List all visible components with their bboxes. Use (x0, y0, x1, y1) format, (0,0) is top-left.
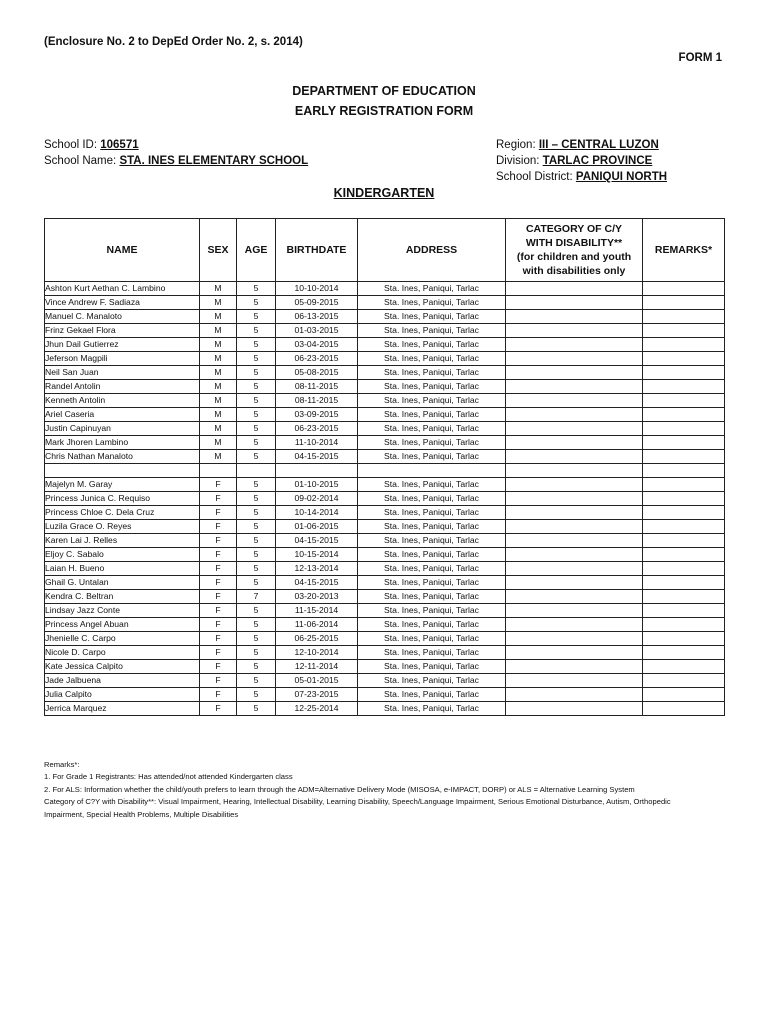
sex-cell: F (200, 534, 237, 548)
school-id-label: School ID: (44, 139, 101, 151)
birthdate-cell: 10-14-2014 (276, 506, 358, 520)
address-cell: Sta. Ines, Paniqui, Tarlac (358, 380, 506, 394)
table-row (45, 660, 725, 674)
col-header-birthdate: BIRTHDATE (276, 219, 358, 282)
remarks-cell (643, 562, 725, 576)
remarks-cell (643, 702, 725, 716)
address-cell: Sta. Ines, Paniqui, Tarlac (358, 660, 506, 674)
birthdate-cell: 03-09-2015 (276, 408, 358, 422)
student-name-cell: Vince Andrew F. Sadiaza (45, 296, 200, 310)
category-cell (506, 618, 643, 632)
table-row (45, 632, 725, 646)
category-cell (506, 296, 643, 310)
student-name-cell: Nicole D. Carpo (45, 646, 200, 660)
category-cell (506, 338, 643, 352)
empty-cell (45, 464, 200, 478)
remarks-cell (643, 506, 725, 520)
remarks-cell (643, 548, 725, 562)
remarks-cell (643, 296, 725, 310)
table-row (45, 646, 725, 660)
sex-cell: M (200, 450, 237, 464)
age-cell: 5 (237, 702, 276, 716)
age-cell: 5 (237, 394, 276, 408)
table-row (45, 352, 725, 366)
address-cell: Sta. Ines, Paniqui, Tarlac (358, 688, 506, 702)
category-cell (506, 548, 643, 562)
category-cell (506, 310, 643, 324)
age-cell: 5 (237, 604, 276, 618)
disability-category-note: Category of C?Y with Disability**: Visual Impairment, Hearing, Intellectual Disability, Learning Disability, Speech/Language Impairment, Serious Emotional Disturbance, Autism, Orthopedic Impairment, Special Health Problems, Multiple Disabilities (44, 797, 671, 819)
remarks-cell (643, 688, 725, 702)
address-cell: Sta. Ines, Paniqui, Tarlac (358, 352, 506, 366)
remarks-cell (643, 324, 725, 338)
header-row (45, 219, 725, 282)
age-cell: 5 (237, 436, 276, 450)
student-name-cell: Ghail G. Untalan (45, 576, 200, 590)
remarks-section (44, 759, 704, 821)
sex-cell: F (200, 702, 237, 716)
school-id-line (44, 137, 308, 153)
address-cell: Sta. Ines, Paniqui, Tarlac (358, 296, 506, 310)
sex-cell: M (200, 338, 237, 352)
sex-cell: M (200, 394, 237, 408)
age-cell: 5 (237, 310, 276, 324)
category-cell (506, 450, 643, 464)
birthdate-cell: 06-13-2015 (276, 310, 358, 324)
student-name-cell: Jerrica Marquez (45, 702, 200, 716)
school-id-value: 106571 (100, 139, 139, 151)
student-name-cell: Majelyn M. Garay (45, 478, 200, 492)
birthdate-cell: 04-15-2015 (276, 576, 358, 590)
address-cell: Sta. Ines, Paniqui, Tarlac (358, 310, 506, 324)
table-row (45, 380, 725, 394)
sex-cell: M (200, 380, 237, 394)
address-cell: Sta. Ines, Paniqui, Tarlac (358, 702, 506, 716)
sex-cell: M (200, 436, 237, 450)
age-cell: 5 (237, 520, 276, 534)
school-info-right (496, 137, 667, 185)
category-header-line: WITH DISABILITY** (525, 237, 623, 249)
sex-cell: F (200, 590, 237, 604)
age-cell: 5 (237, 422, 276, 436)
student-name-cell: Lindsay Jazz Conte (45, 604, 200, 618)
division-value: TARLAC PROVINCE (542, 155, 653, 167)
table-row (45, 478, 725, 492)
address-cell: Sta. Ines, Paniqui, Tarlac (358, 324, 506, 338)
sex-cell: F (200, 632, 237, 646)
address-cell: Sta. Ines, Paniqui, Tarlac (358, 436, 506, 450)
remarks-line: 1. For Grade 1 Registrants: Has attended/not attended Kindergarten class (44, 772, 293, 782)
remarks-cell (643, 338, 725, 352)
birthdate-cell: 08-11-2015 (276, 394, 358, 408)
form-number: FORM 1 (678, 52, 722, 64)
table-row (45, 492, 725, 506)
table-row (45, 520, 725, 534)
remarks-cell (643, 520, 725, 534)
birthdate-cell: 11-10-2014 (276, 436, 358, 450)
address-cell: Sta. Ines, Paniqui, Tarlac (358, 450, 506, 464)
sex-cell: F (200, 492, 237, 506)
student-name-cell: Ashton Kurt Aethan C. Lambino (45, 282, 200, 296)
sex-cell: M (200, 296, 237, 310)
category-header-line: CATEGORY OF C/Y (525, 223, 623, 235)
age-cell: 5 (237, 618, 276, 632)
birthdate-cell: 10-10-2014 (276, 282, 358, 296)
birthdate-cell: 05-08-2015 (276, 366, 358, 380)
category-cell (506, 506, 643, 520)
remarks-cell (643, 660, 725, 674)
birthdate-cell: 01-06-2015 (276, 520, 358, 534)
table-row (45, 534, 725, 548)
address-cell: Sta. Ines, Paniqui, Tarlac (358, 520, 506, 534)
student-name-cell: Kate Jessica Calpito (45, 660, 200, 674)
student-name-cell: Karen Lai J. Relles (45, 534, 200, 548)
student-name-cell: Ariel Caseria (45, 408, 200, 422)
remarks-cell (643, 478, 725, 492)
table-row (45, 674, 725, 688)
age-cell: 5 (237, 562, 276, 576)
division-label: Division: (496, 155, 543, 167)
sex-cell: F (200, 562, 237, 576)
category-cell (506, 478, 643, 492)
birthdate-cell: 03-04-2015 (276, 338, 358, 352)
age-cell: 5 (237, 674, 276, 688)
age-cell: 5 (237, 688, 276, 702)
age-cell: 7 (237, 590, 276, 604)
address-cell: Sta. Ines, Paniqui, Tarlac (358, 408, 506, 422)
age-cell: 5 (237, 548, 276, 562)
table-row (45, 604, 725, 618)
col-header-address: ADDRESS (358, 219, 506, 282)
birthdate-cell: 10-15-2014 (276, 548, 358, 562)
birthdate-cell: 04-15-2015 (276, 450, 358, 464)
student-name-cell: Jade Jalbuena (45, 674, 200, 688)
empty-cell (200, 464, 237, 478)
category-cell (506, 422, 643, 436)
sex-cell: F (200, 506, 237, 520)
remarks-cell (643, 618, 725, 632)
sex-cell: F (200, 548, 237, 562)
form-title: EARLY REGISTRATION FORM (294, 104, 474, 118)
age-cell: 5 (237, 576, 276, 590)
sex-cell: M (200, 282, 237, 296)
birthdate-cell: 03-20-2013 (276, 590, 358, 604)
address-cell: Sta. Ines, Paniqui, Tarlac (358, 548, 506, 562)
sex-cell: F (200, 674, 237, 688)
table-row (45, 394, 725, 408)
age-cell: 5 (237, 450, 276, 464)
remarks-cell (643, 590, 725, 604)
category-cell (506, 394, 643, 408)
age-cell: 5 (237, 338, 276, 352)
col-header-category (506, 219, 643, 282)
remarks-line: 2. For ALS: Information whether the child/youth prefers to learn through the ADM=Alternative Delivery Mode (MISOSA, e-IMPACT, DORP) or ALS = Alternative Learning System (44, 784, 635, 794)
remarks-cell (643, 576, 725, 590)
category-cell (506, 352, 643, 366)
district-label: School District: (496, 171, 576, 183)
sex-cell: M (200, 352, 237, 366)
address-cell: Sta. Ines, Paniqui, Tarlac (358, 492, 506, 506)
col-header-name: NAME (45, 219, 200, 282)
sex-cell: M (200, 408, 237, 422)
age-cell: 5 (237, 492, 276, 506)
student-name-cell: Princess Junica C. Requiso (45, 492, 200, 506)
age-cell: 5 (237, 366, 276, 380)
remarks-cell (643, 310, 725, 324)
registration-table (44, 218, 725, 716)
empty-cell (506, 464, 643, 478)
school-name-value: STA. INES ELEMENTARY SCHOOL (119, 155, 309, 167)
address-cell: Sta. Ines, Paniqui, Tarlac (358, 618, 506, 632)
age-cell: 5 (237, 408, 276, 422)
region-line (496, 137, 667, 153)
sex-cell: F (200, 618, 237, 632)
table-row (45, 576, 725, 590)
address-cell: Sta. Ines, Paniqui, Tarlac (358, 590, 506, 604)
table-row (45, 450, 725, 464)
age-cell: 5 (237, 380, 276, 394)
student-name-cell: Princess Angel Abuan (45, 618, 200, 632)
sex-cell: F (200, 688, 237, 702)
age-cell: 5 (237, 632, 276, 646)
remarks-cell (643, 450, 725, 464)
address-cell: Sta. Ines, Paniqui, Tarlac (358, 534, 506, 548)
remarks-cell (643, 674, 725, 688)
address-cell: Sta. Ines, Paniqui, Tarlac (358, 422, 506, 436)
student-name-cell: Chris Nathan Manaloto (45, 450, 200, 464)
sex-cell: M (200, 422, 237, 436)
birthdate-cell: 01-10-2015 (276, 478, 358, 492)
remarks-cell (643, 646, 725, 660)
table-row (45, 282, 725, 296)
age-cell: 5 (237, 324, 276, 338)
age-cell: 5 (237, 296, 276, 310)
birthdate-cell: 12-11-2014 (276, 660, 358, 674)
table-row (45, 296, 725, 310)
address-cell: Sta. Ines, Paniqui, Tarlac (358, 338, 506, 352)
sex-cell: F (200, 520, 237, 534)
age-cell: 5 (237, 646, 276, 660)
sex-cell: F (200, 478, 237, 492)
remarks-cell (643, 380, 725, 394)
birthdate-cell: 06-25-2015 (276, 632, 358, 646)
remarks-cell (643, 394, 725, 408)
table-body (45, 282, 725, 716)
address-cell: Sta. Ines, Paniqui, Tarlac (358, 632, 506, 646)
birthdate-cell: 12-10-2014 (276, 646, 358, 660)
table-row (45, 590, 725, 604)
remarks-cell (643, 534, 725, 548)
table-row (45, 324, 725, 338)
student-name-cell: Jhenielle C. Carpo (45, 632, 200, 646)
address-cell: Sta. Ines, Paniqui, Tarlac (358, 282, 506, 296)
table-row (45, 688, 725, 702)
age-cell: 5 (237, 660, 276, 674)
enclosure-note: (Enclosure No. 2 to DepEd Order No. 2, s. 2014) (44, 36, 303, 48)
birthdate-cell: 07-23-2015 (276, 688, 358, 702)
student-name-cell: Laian H. Bueno (45, 562, 200, 576)
student-name-cell: Frinz Gekael Flora (45, 324, 200, 338)
district-line (496, 169, 667, 185)
remarks-cell (643, 422, 725, 436)
birthdate-cell: 04-15-2015 (276, 534, 358, 548)
age-cell: 5 (237, 506, 276, 520)
birthdate-cell: 11-15-2014 (276, 604, 358, 618)
category-cell (506, 590, 643, 604)
empty-cell (237, 464, 276, 478)
remarks-cell (643, 604, 725, 618)
age-cell: 5 (237, 478, 276, 492)
category-cell (506, 646, 643, 660)
remarks-cell (643, 408, 725, 422)
category-cell (506, 520, 643, 534)
separator-row (45, 464, 725, 478)
sex-cell: M (200, 310, 237, 324)
birthdate-cell: 08-11-2015 (276, 380, 358, 394)
age-cell: 5 (237, 534, 276, 548)
school-info-left (44, 137, 308, 169)
sex-cell: F (200, 660, 237, 674)
student-name-cell: Justin Capinuyan (45, 422, 200, 436)
col-header-age: AGE (237, 219, 276, 282)
category-cell (506, 534, 643, 548)
birthdate-cell: 05-01-2015 (276, 674, 358, 688)
table-row (45, 618, 725, 632)
address-cell: Sta. Ines, Paniqui, Tarlac (358, 506, 506, 520)
table-row (45, 408, 725, 422)
student-name-cell: Jhun Dail Gutierrez (45, 338, 200, 352)
address-cell: Sta. Ines, Paniqui, Tarlac (358, 576, 506, 590)
table-row (45, 366, 725, 380)
empty-cell (276, 464, 358, 478)
remarks-cell (643, 436, 725, 450)
category-header-line: with disabilities only (522, 265, 626, 277)
student-name-cell: Princess Chloe C. Dela Cruz (45, 506, 200, 520)
remarks-cell (643, 492, 725, 506)
level-title: KINDERGARTEN (333, 186, 435, 200)
address-cell: Sta. Ines, Paniqui, Tarlac (358, 394, 506, 408)
category-cell (506, 604, 643, 618)
table-row (45, 310, 725, 324)
remarks-cell (643, 352, 725, 366)
remarks-cell (643, 366, 725, 380)
sex-cell: M (200, 324, 237, 338)
student-name-cell: Kenneth Antolin (45, 394, 200, 408)
table-row (45, 436, 725, 450)
address-cell: Sta. Ines, Paniqui, Tarlac (358, 646, 506, 660)
student-name-cell: Eljoy C. Sabalo (45, 548, 200, 562)
student-name-cell: Manuel C. Manaloto (45, 310, 200, 324)
birthdate-cell: 01-03-2015 (276, 324, 358, 338)
address-cell: Sta. Ines, Paniqui, Tarlac (358, 604, 506, 618)
sex-cell: F (200, 576, 237, 590)
address-cell: Sta. Ines, Paniqui, Tarlac (358, 478, 506, 492)
category-cell (506, 282, 643, 296)
category-cell (506, 632, 643, 646)
table-row (45, 562, 725, 576)
birthdate-cell: 12-13-2014 (276, 562, 358, 576)
sex-cell: M (200, 366, 237, 380)
col-header-sex: SEX (200, 219, 237, 282)
region-value: III – CENTRAL LUZON (538, 139, 659, 151)
empty-cell (643, 464, 725, 478)
district-value: PANIQUI NORTH (575, 171, 668, 183)
birthdate-cell: 06-23-2015 (276, 352, 358, 366)
category-cell (506, 492, 643, 506)
sex-cell: F (200, 604, 237, 618)
student-name-cell: Mark Jhoren Lambino (45, 436, 200, 450)
table-row (45, 702, 725, 716)
birthdate-cell: 06-23-2015 (276, 422, 358, 436)
category-header-line: (for children and youth (516, 251, 632, 263)
region-label: Region: (496, 139, 539, 151)
empty-cell (358, 464, 506, 478)
table-row (45, 338, 725, 352)
category-cell (506, 674, 643, 688)
table-row (45, 506, 725, 520)
table-row (45, 422, 725, 436)
category-cell (506, 408, 643, 422)
table-row (45, 548, 725, 562)
student-name-cell: Neil San Juan (45, 366, 200, 380)
address-cell: Sta. Ines, Paniqui, Tarlac (358, 366, 506, 380)
age-cell: 5 (237, 352, 276, 366)
student-name-cell: Jeferson Magpili (45, 352, 200, 366)
category-cell (506, 660, 643, 674)
remarks-cell (643, 632, 725, 646)
student-name-cell: Luzila Grace O. Reyes (45, 520, 200, 534)
birthdate-cell: 11-06-2014 (276, 618, 358, 632)
student-name-cell: Kendra C. Beltran (45, 590, 200, 604)
division-line (496, 153, 667, 169)
age-cell: 5 (237, 282, 276, 296)
category-cell (506, 562, 643, 576)
birthdate-cell: 05-09-2015 (276, 296, 358, 310)
address-cell: Sta. Ines, Paniqui, Tarlac (358, 674, 506, 688)
remarks-title: Remarks*: (44, 760, 80, 769)
col-header-remarks: REMARKS* (643, 219, 725, 282)
category-cell (506, 576, 643, 590)
category-cell (506, 436, 643, 450)
category-cell (506, 366, 643, 380)
birthdate-cell: 09-02-2014 (276, 492, 358, 506)
school-name-label: School Name: (44, 155, 120, 167)
address-cell: Sta. Ines, Paniqui, Tarlac (358, 562, 506, 576)
category-cell (506, 702, 643, 716)
student-name-cell: Julia Calpito (45, 688, 200, 702)
birthdate-cell: 12-25-2014 (276, 702, 358, 716)
category-cell (506, 688, 643, 702)
school-name-line (44, 153, 308, 169)
category-cell (506, 324, 643, 338)
remarks-cell (643, 282, 725, 296)
department-title: DEPARTMENT OF EDUCATION (292, 84, 476, 98)
student-name-cell: Randel Antolin (45, 380, 200, 394)
sex-cell: F (200, 646, 237, 660)
category-cell (506, 380, 643, 394)
